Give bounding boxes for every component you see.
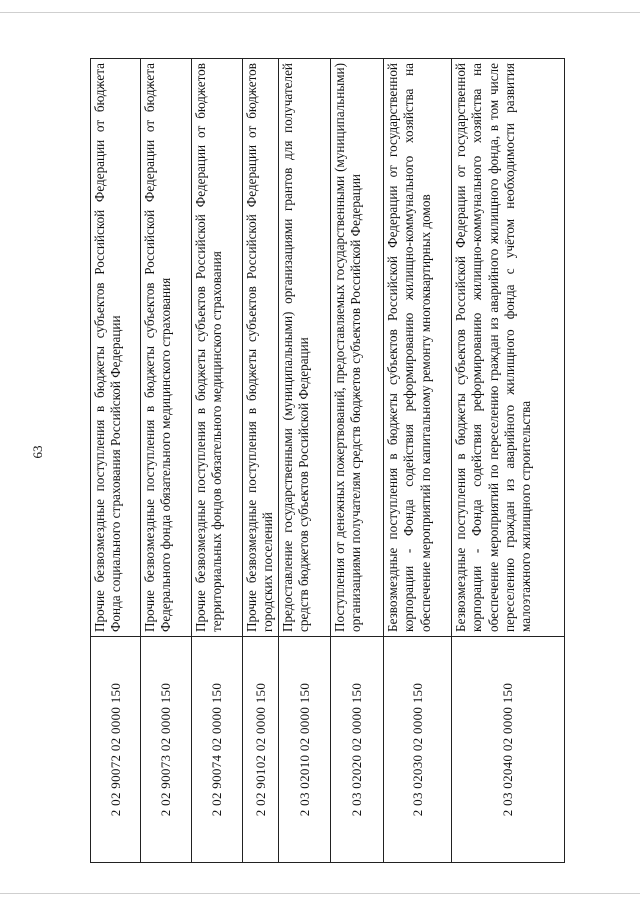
table-row [192,59,243,862]
page-number: 63 [30,445,45,459]
table-row [384,59,452,862]
revenue-code: 2 02 90074 02 0000 150 [192,636,242,862]
table-wrapper [90,58,565,863]
revenue-description: Прочие безвозмездные поступления в бюджеты субъектов Российской Федерации от бюджета Фонда социального страхования Российской Федерации [92,63,124,632]
revenue-description: Прочие безвозмездные поступления в бюджеты субъектов Российской Федерации от бюджета Федерального фонда обязательного медицинского страхования [142,63,174,632]
scan-edge-bottom [0,893,640,894]
revenue-description: Поступления от денежных пожертвований, предоставляемых государственными (муниципальными) организациями получателям средств бюджетов субъектов Российской Федерации [332,63,364,632]
revenue-description: Предоставление государственными (муниципальными) организациями грантов для получателей средств бюджетов субъектов Российской Федерации [280,63,312,632]
revenue-code: 2 03 02020 02 0000 150 [331,636,383,862]
scan-edge-top [0,12,640,13]
revenue-code: 2 02 90102 02 0000 150 [243,636,278,862]
revenue-code: 2 03 02040 02 0000 150 [452,636,564,862]
revenue-code: 2 03 02030 02 0000 150 [384,636,451,862]
revenue-description: Безвозмездные поступления в бюджеты субъектов Российской Федерации от государственной корпорации - Фонда содействия реформированию жилищно-коммунального хозяйства на обеспечение мероприятий по переселению граждан из аварийного жилищного фонда, в том числе переселению граждан из аварийного жилищного фонда с учётом необходимости развития малоэтажного жилищного строительства [453,63,534,632]
revenue-description: Прочие безвозмездные поступления в бюджеты субъектов Российской Федерации от бюджетов городских поселений [244,63,276,632]
revenue-code: 2 02 90073 02 0000 150 [141,636,191,862]
table-row [243,59,279,862]
table-row [91,59,141,862]
revenue-code: 2 02 90072 02 0000 150 [91,636,140,862]
revenue-codes-table [90,58,565,863]
table-row [452,59,565,862]
revenue-description: Безвозмездные поступления в бюджеты субъектов Российской Федерации от государственной корпорации - Фонда содействия реформированию жилищно-коммунального хозяйства на обеспечение мероприятий по капитальному ремонту многоквартирных домов [385,63,433,632]
table-row [279,59,331,862]
revenue-code: 2 03 02010 02 0000 150 [279,636,330,862]
table-row [331,59,384,862]
revenue-description: Прочие безвозмездные поступления в бюджеты субъектов Российской Федерации от бюджетов территориальных фондов обязательного медицинского страхования [193,63,225,632]
table-row [141,59,192,862]
